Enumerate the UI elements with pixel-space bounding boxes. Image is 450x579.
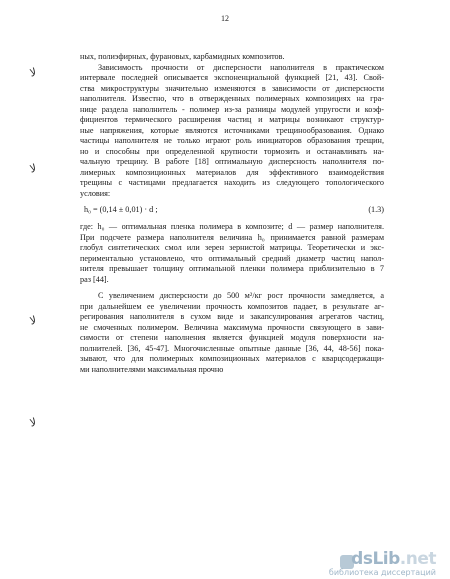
text-line: нице раздела наполнитель - полимер из-за разницы модулей упругости и коэф- bbox=[80, 104, 384, 114]
margin-mark: ﻻ bbox=[28, 162, 38, 176]
text-line: глобул синтетических смол или зерен зернистой матрицы. Теоретически и экс- bbox=[80, 243, 384, 252]
body-text-mid bbox=[80, 222, 384, 285]
margin-mark: ﻻ bbox=[28, 66, 38, 80]
text-line: зывают, что для полимерных композиционных материалов с кварцсодержащи- bbox=[80, 354, 384, 363]
text-line: чальную трещину. В работе [18] оптимальную дисперсность наполнителя по- bbox=[80, 157, 384, 166]
text-line: Зависимость прочности от дисперсности наполнителя в практическом bbox=[98, 62, 384, 72]
text-line: нителя превышает толщину оптимальной пленки полимера приблизительно в 7 bbox=[80, 264, 384, 273]
text-line: регирования наполнителя в сухом виде и закапсулирования агрегатов частиц, bbox=[80, 312, 384, 321]
margin-mark: ﻻ bbox=[28, 416, 38, 430]
text-line: лимерных композиционных материалов для эффективного взаимодействия bbox=[80, 167, 384, 177]
watermark-logo-main: dsLib bbox=[351, 549, 400, 569]
equation-number: (1.3) bbox=[368, 205, 384, 214]
text-line: трещины с частицами предлагается находить из следующего топологического bbox=[80, 178, 384, 187]
text-line: полнителей. [36, 45-47]. Многочисленные опытные данные [36, 44, 48-56] пока- bbox=[80, 343, 384, 353]
watermark-subtitle: библиотека диссертаций bbox=[328, 568, 436, 577]
text-line: С увеличением дисперсности до 500 м²/кг рост прочности замедляется, а bbox=[98, 291, 384, 300]
formula-row bbox=[80, 204, 384, 218]
text-line: симости от степени наполнения является функцией модуля поверхности на- bbox=[80, 333, 384, 342]
text-line: наполнителя. Известно, что в отвержденных полимерных композициях на гра- bbox=[80, 94, 384, 103]
formula: h₀ = (0,14 ± 0,01) · d ; bbox=[84, 205, 158, 214]
text-line: при дальнейшем ее увеличении прочность композитов падает, в результате аг- bbox=[80, 301, 384, 311]
text-line: не смоченных полимером. Величина максимума прочности связующего в зави- bbox=[80, 322, 384, 332]
body-text-bottom bbox=[80, 291, 384, 375]
page-number: 12 bbox=[221, 14, 229, 23]
text-line: ства микроструктуры значительно изменяются в зависимости от дисперсности bbox=[80, 83, 384, 93]
text-line: ные напряжения, которые являются источниками трещинообразования. Однако bbox=[80, 125, 384, 135]
text-line: но и способны при определенной крупности тормозить и останавливать на- bbox=[80, 146, 384, 156]
text-line: частицы наполнителя не только играют роль инициаторов образования трещин, bbox=[80, 136, 384, 145]
text-line: где: h₀ — оптимальная пленка полимера в композите; d — размер наполнителя. bbox=[80, 222, 384, 231]
text-line: ных, полиэфирных, фурановых, карбамидных композитов. bbox=[80, 52, 285, 61]
text-line: раз [44]. bbox=[80, 274, 109, 284]
text-line: фициентов термического расширения частиц и матрицы возникают структур- bbox=[80, 115, 384, 124]
text-line: периментально установлено, что оптимальный средний диаметр частиц напол- bbox=[80, 253, 384, 263]
watermark-logo bbox=[351, 549, 436, 569]
text-line: ми наполнителями максимальная прочно bbox=[80, 364, 224, 374]
text-line: интервале последней описывается экспоненциальной функцией [21, 43]. Свой- bbox=[80, 73, 384, 82]
text-line: При подсчете размера наполнителя величина h₀ принимается равной размерам bbox=[80, 232, 384, 242]
text-line: условия: bbox=[80, 188, 111, 198]
margin-mark: ﻻ bbox=[28, 314, 38, 328]
body-text-top bbox=[80, 52, 384, 199]
watermark-logo-dot: .net bbox=[399, 549, 436, 569]
